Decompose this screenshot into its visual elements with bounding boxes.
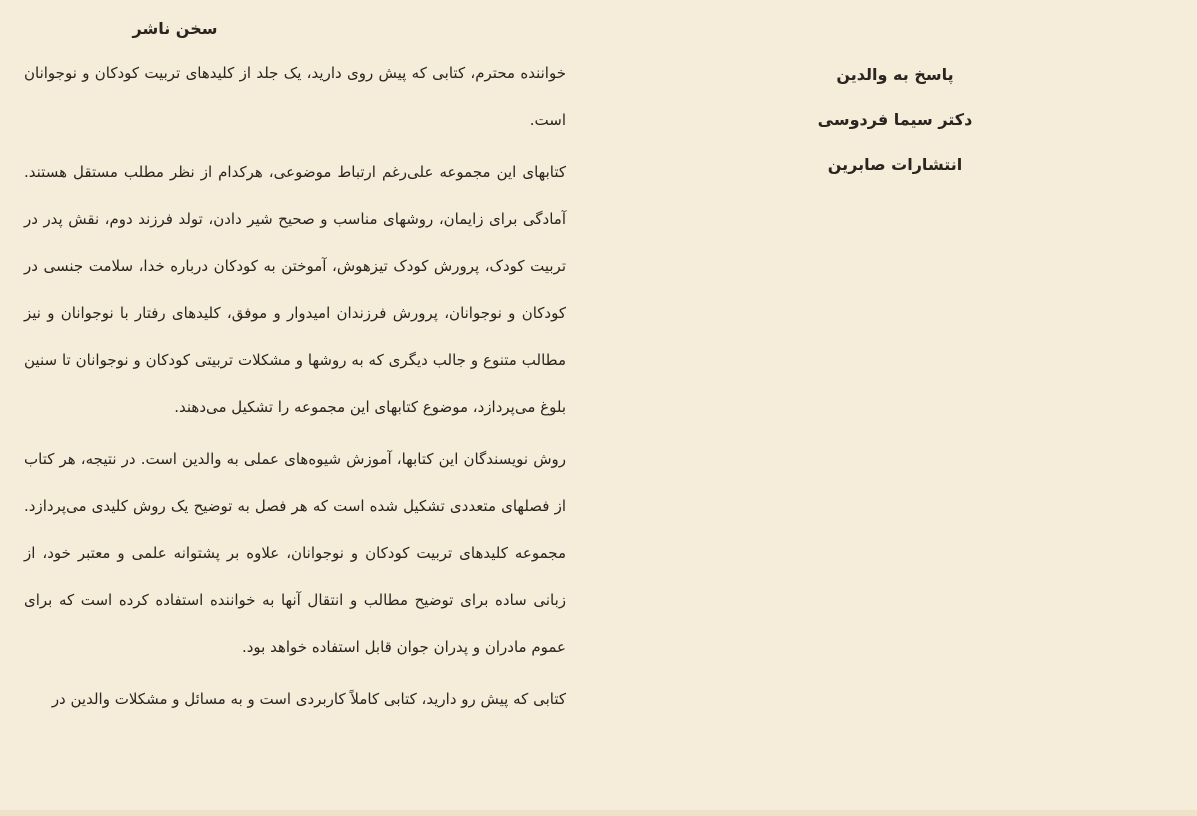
preface-paragraph-3: روش نویسندگان این کتابها، آموزش شیوه‌های عملی به والدین است. در نتیجه، هر کتاب از فصلهای متعددی تشکیل شده است که هر فصل به توضیح یک روش کلیدی می‌پردازد. مجموعه کلیدهای تربیت کودکان و نوجوانان، علاوه بر پشتوانه علمی و معتبر خود، از زبانی ساده برای توضیح مطالب و انتقال آنها به خواننده استفاده کرده است که برای عموم مادران و پدران جوان قابل استفاده خواهد بود. xyxy=(24,450,566,656)
preface-section xyxy=(24,10,566,728)
book-info xyxy=(760,58,1030,193)
preface-paragraph-1: خواننده محترم، کتابی که پیش روی دارید، یک جلد از کلیدهای تربیت کودکان و نوجوانان است. xyxy=(24,64,566,129)
book-author: دکتر سیما فردوسی xyxy=(817,110,973,129)
preface-paragraph-4: کتابی که پیش رو دارید، کتابی کاملاً کاربردی است و به مسائل و مشکلات والدین در xyxy=(51,690,566,708)
book-publisher: انتشارات صابرین xyxy=(827,155,963,174)
preface-heading: سخن ناشر xyxy=(132,19,218,38)
page-bottom-edge xyxy=(0,810,1197,816)
preface-paragraph-2: کتابهای این مجموعه علی‌رغم ارتباط موضوعی، هرکدام از نظر مطلب مستقل هستند. آمادگی برای زایمان، روشهای مناسب و صحیح شیر دادن، تولد فرزند دوم، نقش پدر در تربیت کودک، پرورش کودک تیزهوش، آموختن به کودکان درباره خدا، سلامت جنسی در کودکان و نوجوانان، پرورش فرزندان امیدوار و موفق، کلیدهای رفتار با نوجوانان و نیز مطالب متنوع و جالب دیگری که به روشها و مشکلات تربیتی کودکان و نوجوانان تا سنین بلوغ می‌پردازد، موضوع کتابهای این مجموعه را تشکیل می‌دهند. xyxy=(24,163,566,416)
book-title: پاسخ به والدین xyxy=(836,65,954,84)
